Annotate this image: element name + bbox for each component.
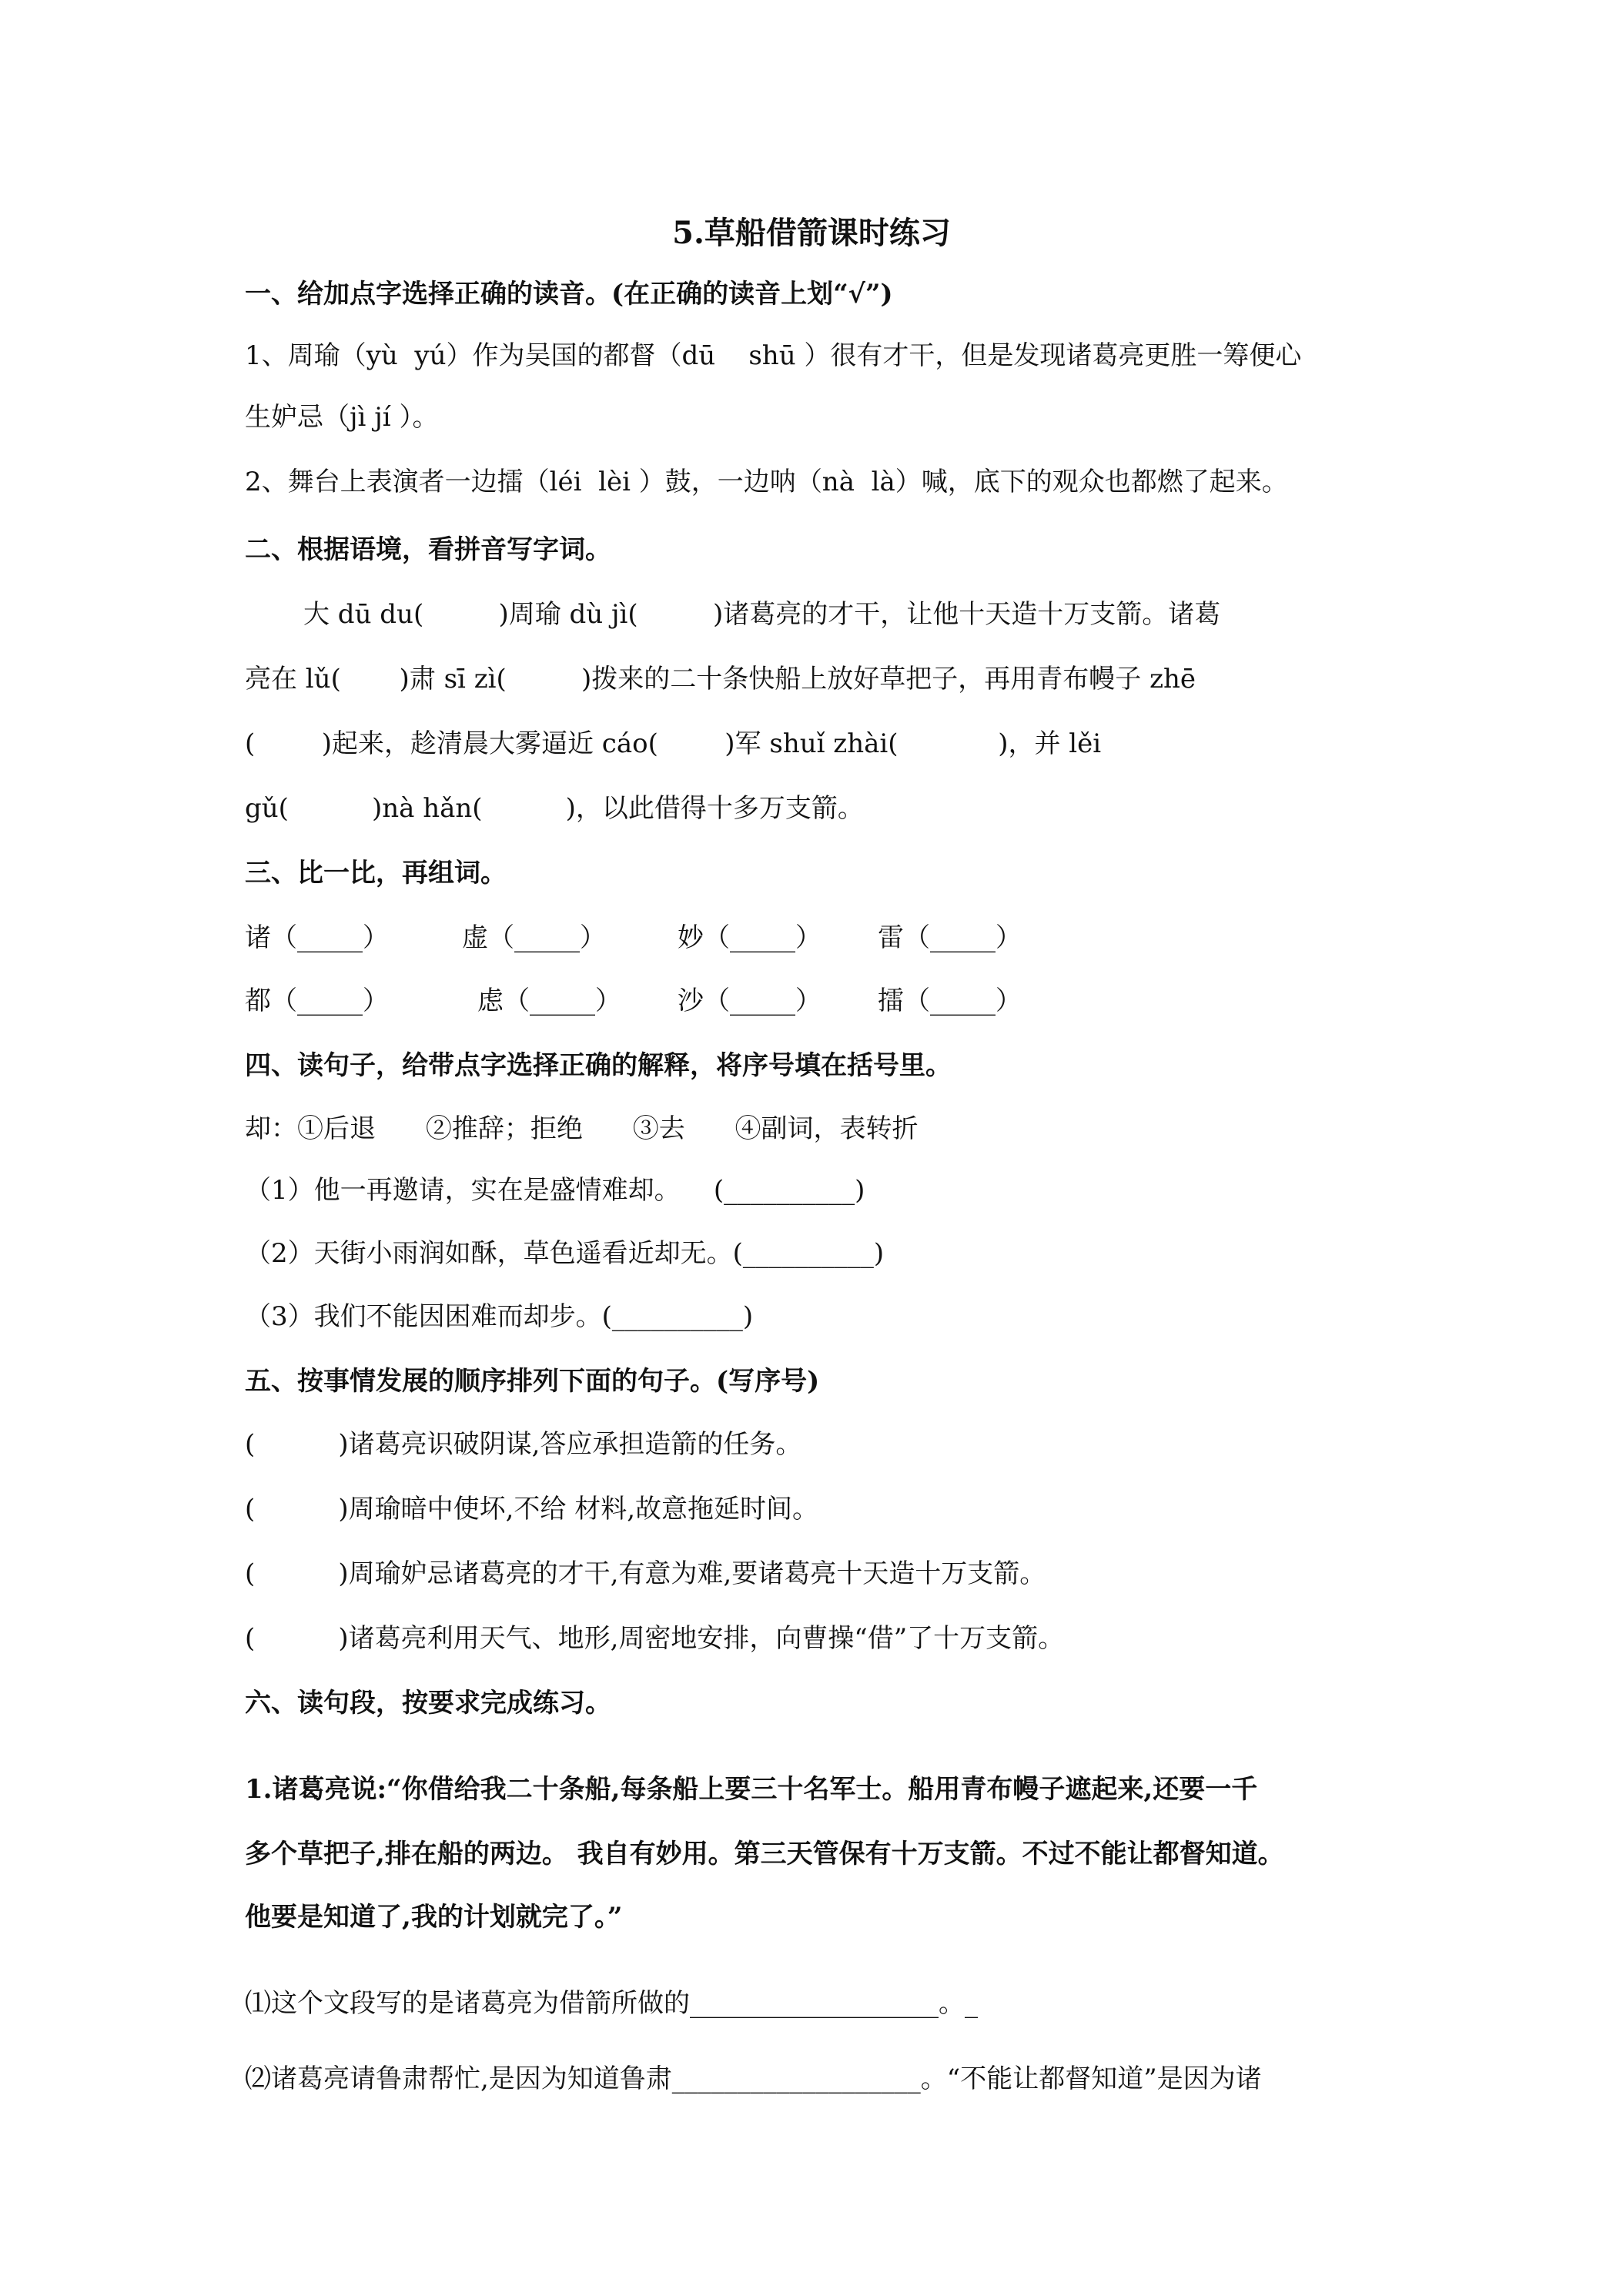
s2-line1: 大 dū du( )周瑜 dù jì( )诸葛亮的才干，让他十天造十万支箭。诸葛 <box>303 599 1221 630</box>
text: （jì jí ）。 <box>323 402 439 433</box>
text: （2）天街小雨润如酥，草色遥看近 <box>245 1238 654 1269</box>
text: （dū shū ）很有才干，但是发现诸葛亮更胜一筹便心 <box>655 340 1302 371</box>
s2-line2: 亮在 lǔ( )肃 sī zì( )拨来的二十条快船上放好草把子，再用青布幔子 zhē <box>245 664 1196 694</box>
text: 生妒 <box>245 402 297 433</box>
section-5-heading: 五、按事情发展的顺序排列下面的句子。(写序号) <box>245 1366 820 1397</box>
dotted-char: 瑜 <box>314 337 340 374</box>
s4-options: 却：①后退 ②推辞；拒绝 ③去 ④副词，表转折 <box>245 1113 919 1144</box>
s1-q1-line1 <box>245 337 1387 374</box>
compare-item: 妙（_____） <box>678 922 822 953</box>
order-item: ( )诸葛亮识破阴谋,答应承担造箭的任务。 <box>245 1429 802 1460</box>
text: 无。(__________) <box>680 1238 885 1269</box>
compare-item: 诸（_____） <box>245 922 389 953</box>
dotted-char: 呐 <box>770 464 796 500</box>
text: （léi lèi ）鼓，一边 <box>523 467 770 497</box>
s6-q1: ⑴这个文段写的是诸葛亮为借箭所做的___________________。_ <box>245 1988 978 2019</box>
text: 1、周 <box>245 340 314 371</box>
dotted-char: 督 <box>629 337 655 374</box>
page-title: 5.草船借箭课时练习 <box>672 215 951 251</box>
section-4-heading: 四、读句子，给带点字选择正确的解释，将序号填在括号里。 <box>245 1050 952 1081</box>
s2-line4: gǔ( )nà hǎn( )，以此借得十多万支箭。 <box>245 793 864 824</box>
compare-item: 雷（_____） <box>878 922 1022 953</box>
text: 2、舞台上表演者一边 <box>245 467 497 497</box>
text: （3）我们不能因困难而 <box>245 1301 524 1332</box>
s1-q1-line2 <box>245 399 1387 436</box>
s2-line3: ( )起来，趁清晨大雾逼近 cáo( )军 shuǐ zhài( )，并 lěi <box>245 728 1102 759</box>
section-2-heading: 二、根据语境，看拼音写字词。 <box>245 534 611 565</box>
section-3-heading: 三、比一比，再组词。 <box>245 858 507 889</box>
section-6-heading: 六、读句段，按要求完成练习。 <box>245 1688 611 1719</box>
passage-line: 1.诸葛亮说:“你借给我二十条船,每条船上要三十名军士。船用青布幔子遮起来,还要一千 <box>245 1774 1258 1805</box>
s6-q2: ⑵诸葛亮请鲁肃帮忙,是因为知道鲁肃___________________。“不能让都督知道”是因为诸 <box>245 2063 1262 2094</box>
s4-q1 <box>245 1172 1387 1209</box>
dotted-char: 却 <box>524 1298 550 1335</box>
dotted-char: 却 <box>628 1172 654 1209</box>
dotted-char: 擂 <box>497 464 524 500</box>
text: （yù yú）作为吴国的都 <box>340 340 630 371</box>
text: （1）他一再邀请，实在是盛情难 <box>245 1175 628 1206</box>
compare-item: 虑（_____） <box>477 986 621 1016</box>
section-1-heading: 一、给加点字选择正确的读音。(在正确的读音上划“√”) <box>245 279 893 310</box>
text: （nà là）喊，底下的观众也都燃了起来。 <box>795 467 1288 497</box>
s4-q2 <box>245 1235 1387 1272</box>
compare-item: 擂（_____） <box>878 986 1022 1016</box>
order-item: ( )周瑜暗中使坏,不给 材料,故意拖延时间。 <box>245 1494 819 1525</box>
text: 。 (__________) <box>654 1175 865 1206</box>
compare-item: 沙（_____） <box>678 986 822 1016</box>
passage-line: 他要是知道了,我的计划就完了。” <box>245 1902 623 1933</box>
passage-line: 多个草把子,排在船的两边。 我自有妙用。第三天管保有十万支箭。不过不能让都督知道。 <box>245 1839 1284 1869</box>
compare-item: 虚（_____） <box>462 922 606 953</box>
dotted-char: 忌 <box>297 399 323 436</box>
order-item: ( )诸葛亮利用天气、地形,周密地安排，向曹操“借”了十万支箭。 <box>245 1623 1065 1654</box>
order-item: ( )周瑜妒忌诸葛亮的才干,有意为难,要诸葛亮十天造十万支箭。 <box>245 1558 1046 1589</box>
compare-item: 都（_____） <box>245 986 389 1016</box>
s1-q2 <box>245 464 1387 500</box>
s4-q3 <box>245 1298 1387 1335</box>
text: 步。(__________) <box>549 1301 754 1332</box>
dotted-char: 却 <box>654 1235 681 1272</box>
